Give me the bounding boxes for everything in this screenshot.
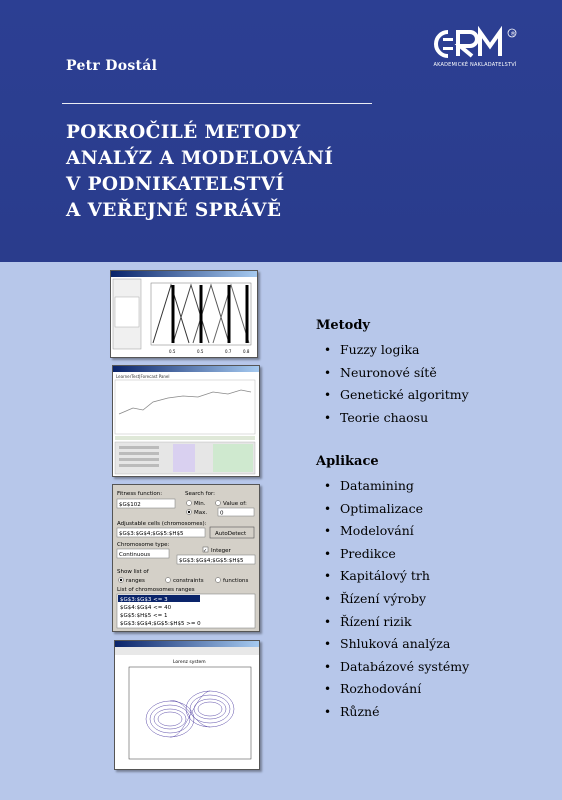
list-item-label: Řízení výroby [340, 590, 427, 606]
genetic-solver-dialog [112, 484, 260, 632]
bullet-icon: • [324, 343, 332, 357]
list-item [316, 656, 469, 679]
fitness-label: Fitness function: [117, 491, 163, 497]
bullet-icon: • [324, 501, 332, 516]
search-label: Search for: [185, 491, 215, 497]
integer-label: Integer [211, 548, 231, 554]
cerm-logo-icon [430, 26, 520, 62]
list-item [316, 475, 469, 498]
bullet-icon: • [324, 591, 332, 606]
applications-section [316, 454, 469, 724]
integer-value: $G$3:$G$4;$G$5:$H$5 [179, 558, 244, 564]
forecast-panel [113, 372, 259, 476]
list-row-2[interactable]: $G$4:$G$4 <= 40 [120, 605, 172, 611]
list-item-label: Databázové systémy [340, 658, 470, 674]
constraints-label: constraints [173, 578, 204, 584]
title-divider [62, 103, 372, 104]
title-line-4: A VEŘEJNÉ SPRÁVĚ [66, 200, 282, 221]
list-item [316, 588, 469, 611]
min-label: Min. [194, 501, 206, 507]
list-item [316, 520, 469, 543]
list-item [316, 611, 469, 634]
list-item [316, 384, 469, 407]
bullet-icon: • [324, 546, 332, 561]
list-item [316, 701, 469, 724]
title-line-2: ANALÝZ A MODELOVÁNÍ [66, 148, 334, 169]
solver-dialog-drawing [113, 485, 259, 631]
bullet-icon: • [324, 388, 332, 403]
fitness-value: $G$102 [119, 502, 141, 508]
integer-check-icon: ✓ [203, 548, 208, 554]
list-item [316, 339, 469, 362]
list-item-label: Genetické algoritmy [340, 387, 469, 403]
list-item-label: Datamining [340, 478, 414, 493]
list-item [316, 633, 469, 656]
fuzzy-label-3: 0.7 [225, 349, 232, 354]
bullet-icon: • [324, 569, 332, 584]
cover-bottom-band [0, 262, 562, 800]
neural-network-screenshot [112, 365, 260, 477]
list-label: List of chromosomes ranges [117, 587, 195, 593]
list-item-label: Kapitálový trh [340, 568, 430, 584]
list-item-label: Různé [340, 703, 380, 719]
publisher-logo [430, 26, 520, 74]
fuzzy-label-2: 0.5 [197, 349, 204, 354]
fuzzy-label-4: 0.8 [243, 349, 250, 354]
bullet-icon: • [324, 682, 332, 697]
author-name: Petr Dostál [66, 58, 158, 74]
fuzzy-logic-screenshot [110, 270, 258, 358]
methods-section [316, 318, 469, 429]
list-item-label: Rozhodování [340, 681, 422, 697]
bullet-icon: • [324, 704, 332, 719]
max-label: Max. [194, 510, 208, 516]
list-item-label: Optimalizace [340, 500, 424, 516]
chromosome-type-label: Chromosome type: [117, 542, 170, 548]
bullet-icon: • [324, 479, 332, 493]
publisher-subtitle: AKADEMICKÉ NAKLADATELSTVÍ [433, 62, 517, 68]
bullet-icon: • [324, 614, 332, 629]
list-item [316, 543, 469, 566]
bullet-icon: • [324, 410, 332, 425]
bullet-icon: • [324, 365, 332, 380]
panel-title: LearnerTest|Forecast Panel [116, 374, 170, 379]
list-item-label: Modelování [340, 523, 414, 539]
list-row-4[interactable]: $G$3:$G$4;$G$5:$H$5 >= 0 [120, 621, 201, 627]
list-item [316, 362, 469, 385]
applications-heading: Aplikace [316, 454, 379, 469]
methods-heading: Metody [316, 318, 370, 333]
adjustable-label: Adjustable cells (chromosomes): [117, 521, 207, 527]
show-list-label: Show list of [117, 569, 149, 575]
lorenz-title: Lorenz system [173, 660, 206, 665]
list-item-label: Fuzzy logika [340, 342, 420, 357]
list-item-label: Shluková analýza [340, 636, 451, 652]
registered-mark: ® [510, 31, 516, 38]
lorenz-plot [115, 647, 259, 769]
list-row-1[interactable]: $G$3:$G$3 <= 3 [120, 597, 168, 603]
functions-label: functions [223, 578, 249, 584]
list-item [316, 498, 469, 521]
list-item [316, 678, 469, 701]
fuzzy-label-1: 0.5 [169, 349, 176, 354]
list-item [316, 565, 469, 588]
bullet-icon: • [324, 637, 332, 652]
autodetect-button[interactable]: AutoDetect [215, 531, 247, 537]
book-title [66, 120, 333, 224]
bullet-icon: • [324, 659, 332, 674]
list-item-label: Řízení rizik [340, 613, 412, 629]
title-line-3: V PODNIKATELSTVÍ [66, 174, 285, 195]
value-of-label: Value of: [223, 501, 247, 507]
title-line-1: POKROČILÉ METODY [66, 122, 301, 143]
list-item [316, 407, 469, 430]
list-item-label: Teorie chaosu [340, 409, 429, 425]
ranges-label: ranges [126, 578, 145, 584]
list-row-3[interactable]: $G$5:$H$5 <= 1 [120, 613, 168, 619]
fuzzy-membership-chart [111, 277, 257, 357]
lorenz-screenshot [114, 640, 260, 770]
adjustable-value: $G$3:$G$4;$G$5:$H$5 [119, 531, 184, 537]
list-item-label: Predikce [340, 545, 396, 561]
value-of-value: 0 [220, 510, 224, 517]
type-value: Continuous [119, 552, 151, 558]
bullet-icon: • [324, 524, 332, 539]
list-item-label: Neuronové sítě [340, 364, 437, 380]
